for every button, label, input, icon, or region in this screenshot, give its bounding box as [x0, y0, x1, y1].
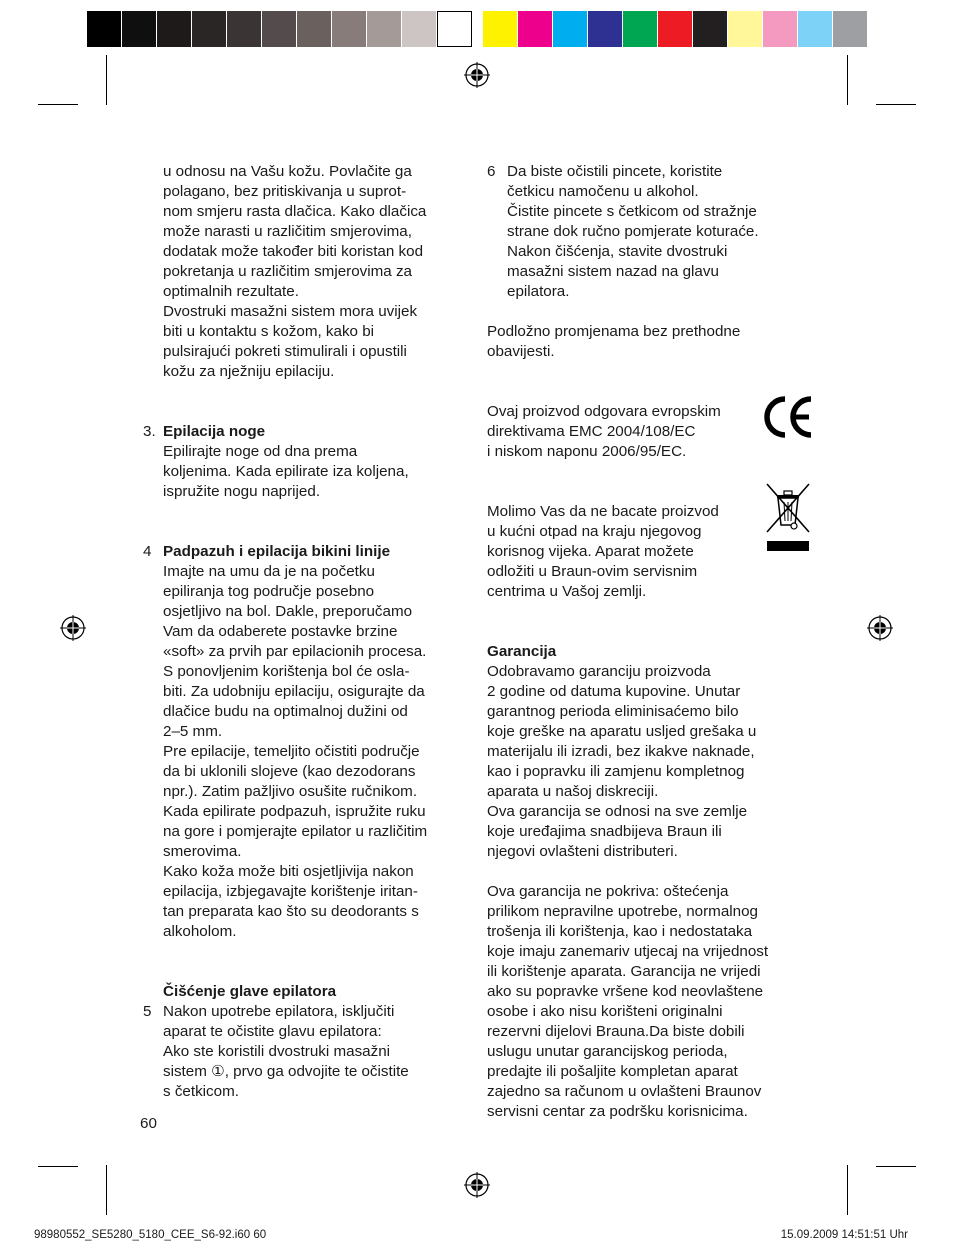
text-line: Nakon upotrebe epilatora, isključiti [163, 1003, 395, 1020]
color-swatch [693, 11, 728, 47]
color-swatch [367, 11, 402, 47]
text-line: garantnog perioda eliminisaćemo bilo [487, 703, 739, 720]
color-swatch [437, 11, 472, 47]
text-line: četkicu namočenu u alkohol. [507, 183, 699, 200]
text-line: smerovima. [163, 843, 242, 860]
section-heading: Epilacija noge [163, 423, 266, 440]
crop-mark [106, 1165, 107, 1215]
print-slug-file: 98980552_SE5280_5180_CEE_S6-92.i60 60 [34, 1229, 267, 1241]
text-line: u odnosu na Vašu kožu. Povlačite ga [163, 163, 412, 180]
text-line: predajte ili pošaljite kompletan aparat [487, 1063, 738, 1080]
color-swatch [553, 11, 588, 47]
text-line: može narasti u različitim smjerovima, [163, 223, 412, 240]
text-line: i niskom naponu 2006/95/EC. [487, 443, 687, 460]
text-line: epilacija, izbjegavajte korištenje iritan- [163, 883, 418, 900]
section-number: 4 [143, 543, 152, 560]
color-swatch [728, 11, 763, 47]
text-line: nom smjeru rasta dlačica. Kako dlačica [163, 203, 427, 220]
left-column [143, 162, 473, 1102]
section-tweezers-cleaning [487, 162, 837, 302]
section-cleaning [143, 1002, 473, 1102]
text-line: 2–5 mm. [163, 723, 223, 740]
text-line: Kada epilirate podpazuh, ispružite ruku [163, 803, 426, 820]
text-line: prilikom nepravilne upotrebe, normalnog [487, 903, 758, 920]
text-line: servisni centar za podršku korisnicima. [487, 1103, 748, 1120]
text-line: zajedno sa računom u ovlašteni Braunov [487, 1083, 762, 1100]
text-line: uslugu unutar garancijskog perioda, [487, 1043, 728, 1060]
text-line: Podložno promjenama bez prethodne [487, 323, 741, 340]
crop-mark [38, 1166, 78, 1167]
text-line: Ova garancija ne pokriva: oštećenja [487, 883, 729, 900]
warranty-section [487, 642, 837, 1122]
text-line: njegovi ovlašteni distributeri. [487, 843, 678, 860]
text-line: Ako ste koristili dvostruki masažni [163, 1043, 391, 1060]
section-heading: Garancija [487, 643, 557, 660]
color-swatch [833, 11, 868, 47]
text-line: alkoholom. [163, 923, 237, 940]
text-line: biti. Za udobniju epilaciju, osigurajte da [163, 683, 425, 700]
text-line: centrima u Vašoj zemlji. [487, 583, 647, 600]
text-line: kožu za nježniju epilaciju. [163, 363, 335, 380]
text-line: obavijesti. [487, 343, 555, 360]
text-line: dodatak može također biti koristan kod [163, 243, 424, 260]
text-line: strane dok ručno pomjerate koturaće. [507, 223, 759, 240]
color-swatch [658, 11, 693, 47]
text-line: rezervni dijelovi Brauna.Da biste dobili [487, 1023, 745, 1040]
section-leg-epilation [143, 422, 473, 502]
text-line: Dvostruki masažni sistem mora uvijek [163, 303, 418, 320]
crop-mark [847, 55, 848, 105]
text-line: Čistite pincete s četkicom od stražnje [507, 203, 757, 220]
crop-mark [876, 1166, 916, 1167]
text-line: tan preparata kao što su deodorants s [163, 903, 419, 920]
color-swatch [262, 11, 297, 47]
text-line: Pre epilacije, temeljito očistiti područje [163, 743, 420, 760]
section-number: 6 [487, 163, 496, 180]
crossed-out-bin-icon [764, 481, 812, 553]
text-line: sistem ①, prvo ga odvojite te očistite [163, 1063, 409, 1080]
text-line: trošenja ili korištenja, kao i nedostataka [487, 923, 753, 940]
text-line: osjetljivo na bol. Dakle, preporučamo [163, 603, 413, 620]
text-line: Vam da odaberete postavke brzine [163, 623, 398, 640]
color-swatch [227, 11, 262, 47]
color-swatch [623, 11, 658, 47]
text-line: korisnog vijeka. Aparat možete [487, 543, 694, 560]
text-line: aparat te očistite glavu epilatora: [163, 1023, 382, 1040]
color-swatch [798, 11, 833, 47]
color-swatch [87, 11, 122, 47]
text-line: «soft» za prvih par epilacionih procesa. [163, 643, 427, 660]
text-line: Ova garancija se odnosi na sve zemlje [487, 803, 748, 820]
color-swatch [588, 11, 623, 47]
registration-mark-icon [464, 1172, 490, 1198]
text-line: S ponovljenim korištenja bol će osla- [163, 663, 410, 680]
text-line: pokretanja u različitim smjerovima za [163, 263, 412, 280]
text-line: dlačice budu na optimalnoj dužini od [163, 703, 408, 720]
registration-mark-icon [867, 615, 893, 641]
text-line: koje greške na aparatu usljed grešaka u [487, 723, 757, 740]
text-line: biti u kontaktu s kožom, kako bi [163, 323, 375, 340]
text-line: npr.). Zatim pažljivo osušite ručnikom. [163, 783, 418, 800]
text-line: koljenima. Kada epilirate iza koljena, [163, 463, 409, 480]
text-line: ispružite nogu naprijed. [163, 483, 321, 500]
text-line: na gore i pomjerajte epilator u različitim [163, 823, 428, 840]
process-color-bar [483, 11, 868, 47]
intro-paragraph [143, 162, 473, 382]
text-line: optimalnih rezultate. [163, 283, 299, 300]
text-line: aparata u našoj diskreciji. [487, 783, 659, 800]
text-line: Nakon čišćenja, stavite dvostruki [507, 243, 728, 260]
text-line: epiliranja tog područje posebno [163, 583, 375, 600]
text-line: s četkicom. [163, 1083, 239, 1100]
text-line: Epilirajte noge od dna prema [163, 443, 358, 460]
text-line: polagano, bez pritiskivanja u suprot- [163, 183, 407, 200]
text-line: ili korištenje aparata. Garancija ne vrijedi [487, 963, 761, 980]
text-line: u kućni otpad na kraju njegovog [487, 523, 702, 540]
color-swatch [297, 11, 332, 47]
crop-mark [106, 55, 107, 105]
text-line: Odobravamo garanciju proizvoda [487, 663, 711, 680]
text-line: koje uređajima snadbijeva Braun ili [487, 823, 722, 840]
text-line: Da biste očistili pincete, koristite [507, 163, 723, 180]
text-line: direktivama EMC 2004/108/EC [487, 423, 696, 440]
text-line: odložiti u Braun-ovim servisnim [487, 563, 698, 580]
crop-mark [876, 104, 916, 105]
ce-mark-icon [762, 393, 814, 441]
color-swatch [192, 11, 227, 47]
color-swatch [763, 11, 798, 47]
color-swatch [518, 11, 553, 47]
text-line: materijalu ili izradi, bez ikakve naknade, [487, 743, 755, 760]
color-swatch [122, 11, 157, 47]
text-line: Kako koža može biti osjetljivija nakon [163, 863, 414, 880]
crop-mark [38, 104, 78, 105]
text-line: masažni sistem nazad na glavu [507, 263, 719, 280]
text-line: ako su popravke vršene kod neovlaštene [487, 983, 764, 1000]
print-slug-timestamp: 15.09.2009 14:51:51 Uhr [780, 1229, 908, 1241]
section-number: 3. [143, 423, 156, 440]
text-line: koje imaju zanemariv utjecaj na vrijednost [487, 943, 769, 960]
color-swatch [157, 11, 192, 47]
crop-mark [847, 1165, 848, 1215]
color-swatch [332, 11, 367, 47]
registration-mark-icon [464, 62, 490, 88]
text-line: kao i popravku ili zamjenu kompletnog [487, 763, 745, 780]
right-column [487, 162, 837, 1122]
registration-mark-icon [60, 615, 86, 641]
color-swatch [483, 11, 518, 47]
section-heading: Padpazuh i epilacija bikini linije [163, 543, 391, 560]
text-line: Imajte na umu da je na početku [163, 563, 375, 580]
text-line: Molimo Vas da ne bacate proizvod [487, 503, 719, 520]
text-line: da bi uklonili slojeve (kao dezodorans [163, 763, 416, 780]
page-number: 60 [140, 1115, 157, 1132]
section-heading: Čišćenje glave epilatora [163, 983, 337, 1000]
text-line: pulsirajući pokreti stimulirali i opustili [163, 343, 407, 360]
text-line: Ovaj proizvod odgovara evropskim [487, 403, 721, 420]
section-underarm-bikini [143, 542, 473, 942]
text-line: osobe i ako nisu korišteni originalni [487, 1003, 723, 1020]
text-line: 2 godine od datuma kupovine. Unutar [487, 683, 741, 700]
gray-color-bar [87, 11, 472, 47]
section-number: 5 [143, 1003, 152, 1020]
color-swatch [402, 11, 437, 47]
text-line: epilatora. [507, 283, 570, 300]
